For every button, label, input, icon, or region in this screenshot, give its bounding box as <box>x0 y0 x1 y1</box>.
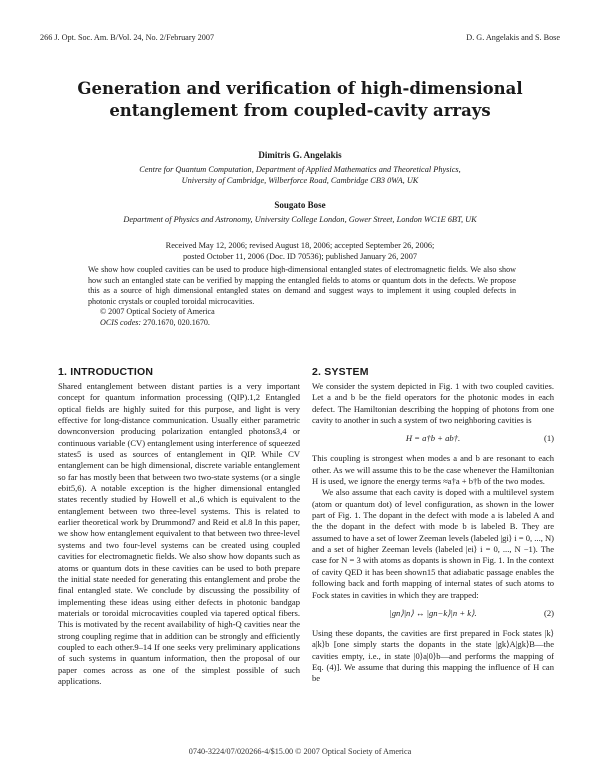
abstract <box>88 265 516 328</box>
ocis-values: 270.1670, 020.1670. <box>141 317 210 327</box>
copyright-line: © 2007 Optical Society of America <box>100 307 215 316</box>
equation-1-body: H = a†b + ab†. <box>405 433 461 444</box>
equation-2-body: |gn⟩|n⟩ ↔ |gn−k⟩|n + k⟩. <box>389 607 477 618</box>
title-line-1: Generation and verification of high-dimensional <box>77 79 523 98</box>
equation-2-number: (2) <box>543 607 554 618</box>
author-affiliation-2 <box>70 214 530 225</box>
equation-2 <box>312 608 554 620</box>
right-column <box>312 381 554 685</box>
affiliation-line: Department of Physics and Astronomy, University College London, Gower Street, London WC1E 6BT, UK <box>123 215 477 224</box>
section-heading-system: 2. SYSTEM <box>312 366 369 378</box>
affiliation-line: University of Cambridge, Wilberforce Road, Cambridge CB3 0WA, UK <box>181 176 419 185</box>
left-column <box>58 381 300 687</box>
system-paragraph-1: We consider the system depicted in Fig. 1 with two coupled cavities. Let a and b be the field operators for the photonic modes in each defect. The Hamiltonian describing the hopping of photons from one cavity to another in such a system of two neighboring cavities is <box>312 381 554 426</box>
running-header-right: D. G. Angelakis and S. Bose <box>466 33 560 42</box>
equation-1-number: (1) <box>543 433 554 444</box>
received-line: posted October 11, 2006 (Doc. ID 70536); published January 26, 2007 <box>182 252 418 261</box>
author-affiliation-1 <box>70 164 530 186</box>
system-paragraph-2: This coupling is strongest when modes a and b are resonant to each other. As we will assume this to be the case whenever the Hamiltonian H is used, we ignore the energy terms ≈a†a + b†b of the two modes. <box>312 453 554 487</box>
affiliation-line: Centre for Quantum Computation, Department of Applied Mathematics and Theoretical Physics, <box>139 165 461 174</box>
running-header-left: 266 J. Opt. Soc. Am. B/Vol. 24, No. 2/February 2007 <box>40 33 215 42</box>
system-paragraph-3: We also assume that each cavity is doped with a multilevel system (atom or quantum dot) of level configuration, as shown in the lower part of Fig. 1. The dopant in the defect with mode a is labeled A and the the dopant in the defect with mode b is labeled B. They are assumed to have a set of lower Zeeman levels (labeled |gi⟩ i = 0, ..., N) and a set of higher Zeeman levels (labeled |ei⟩ i = 0, ..., N −1). The case for N = 3 with atoms as dopants is shown in Fig. 1. In the context of cavity QED it has been shown15 that adiabatic passage enables the following back and forth mapping of internal states of such atoms to Fock states in cavities in which they are trapped: <box>312 487 554 600</box>
equation-1 <box>312 433 554 445</box>
author-name-2: Sougato Bose <box>274 200 326 210</box>
ocis-label: OCIS codes: <box>100 317 142 327</box>
author-name-1: Dimitris G. Angelakis <box>258 150 342 160</box>
introduction-paragraph: Shared entanglement between distant parties is a very important concept for quantum information processing (QIP).1,2 Entangled optical fields are highly suited for this purpose, and light is very effective for long-distance communication. Usually either parametric downconversion producing polarization entangled photons3,4 or continuous variable (CV) entanglement using interference of squeezed states5 is used as sources of entanglement in QIP. While CV entanglement can be high dimensional, discrete variable entanglement so far has mostly been that between two two-state systems (or a single ebit5,6). A notable exception is the higher dimensional entangled states recently studied by Howell et al.,6 which is equivalent to the entanglement between two three-level systems. This is related to earlier theoretical work by Drummond7 and Reid et al.8 In this paper, we show how entanglement equivalent to that between two three-level systems and two four-level systems can be created using coupled cavities for electromagnetic fields. We also show how dopants such as atoms or quantum dots in these cavities can be used to both prepare the initial state needed for generating this entanglement and probe the final entangled state. We conclude by discussing the possibility of implementing these ideas using either defects in photonic bandgap materials or toroidal microcavities coupled via tapered optical fibers. This is motivated by the recent availability of high-Q cavities near the strong coupling regime that in addition can be strongly and efficiently coupled to each other.9–14 If one seeks very preliminary applications of such systems in quantum information, then the proposal of our paper comes across as one of the simplest possible of such applications. <box>58 381 300 686</box>
title-line-2: entanglement from coupled-cavity arrays <box>109 101 491 120</box>
system-paragraph-4: Using these dopants, the cavities are first prepared in Fock states |k⟩a|k⟩b [one simply starts the dopants in the state |gk⟩A|gk⟩B—the cavities empty, i.e., in state |0⟩a|0⟩b—and performs the mapping of Eq. (4)]. We assume that during this mapping the influence of H can be <box>312 627 554 684</box>
page-footer: 0740-3224/07/020266-4/$15.00 © 2007 Optical Society of America <box>188 747 412 756</box>
abstract-text: We show how coupled cavities can be used to produce high-dimensional entangled states of electromagnetic fields. We also show how such an entangled state can be verified by mapping the entangled fields to atoms or quantum dots in the defects. We propose this as a source of high dimensional entangled states on demand and suggest ways to implement it using coupled defects in photonic crystals or coupled toroidal microcavities. <box>88 265 516 306</box>
paper-title <box>40 78 560 122</box>
received-line: Received May 12, 2006; revised August 18, 2006; accepted September 26, 2006; <box>165 241 435 250</box>
received-dates <box>70 240 530 262</box>
ocis-codes <box>100 318 516 329</box>
section-heading-introduction: 1. INTRODUCTION <box>58 366 154 378</box>
